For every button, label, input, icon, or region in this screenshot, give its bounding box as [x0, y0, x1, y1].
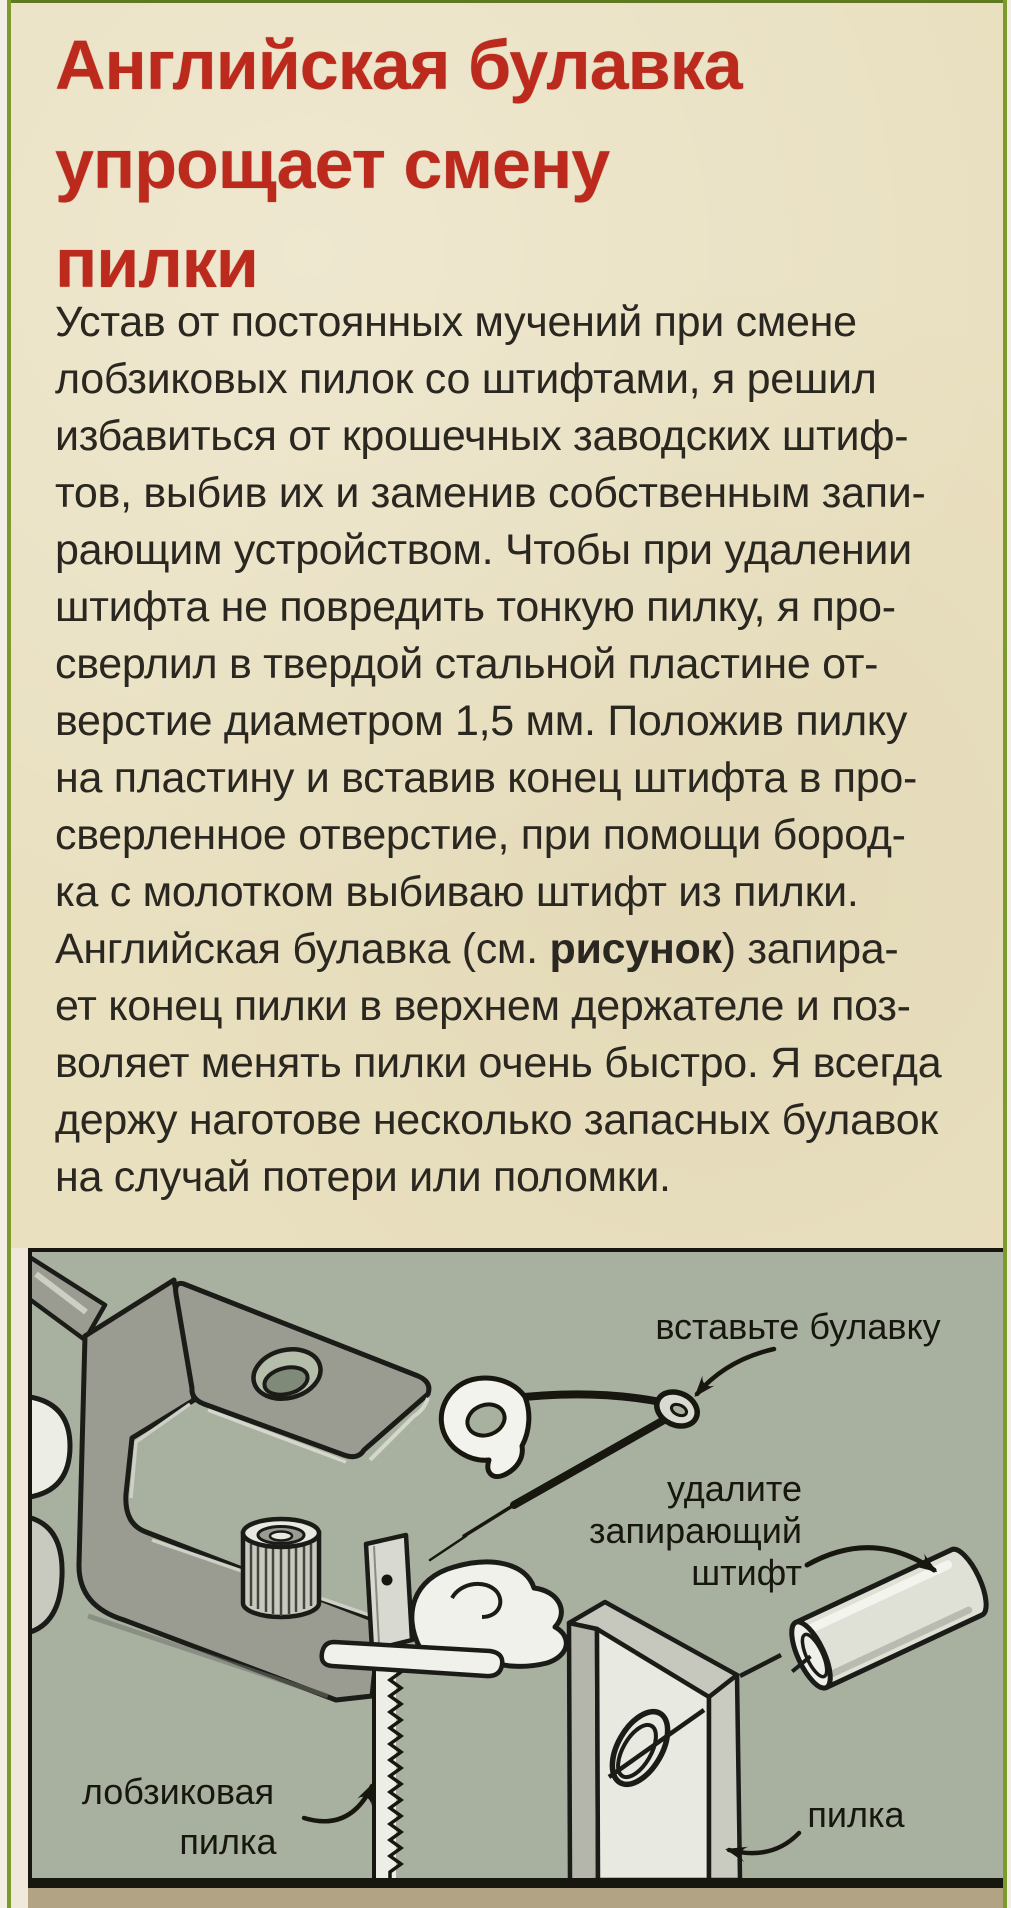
label-remove-pin-line2: запирающий — [588, 1510, 802, 1551]
figure-left-margin — [11, 1248, 28, 1908]
article-title-line: упрощает смену — [55, 125, 610, 203]
body-line: ет конец пилки в верхнем держателе и поз- — [55, 982, 911, 1030]
figure-bottom-strip — [28, 1888, 1003, 1908]
article-title — [55, 16, 742, 313]
label-jigsaw-blade-line1: лобзиковая — [81, 1771, 275, 1812]
body-line: избавиться от крошечных заводских штиф- — [55, 412, 909, 460]
body-line: воляет менять пилки очень быстро. Я всегда — [55, 1039, 942, 1087]
body-line: сверлил в твердой стальной пластине от- — [55, 640, 879, 688]
label-remove-pin-line3: штифт — [691, 1552, 802, 1593]
article-body — [55, 294, 941, 1206]
figure-ref-pre: Английская булавка (см. — [55, 925, 550, 973]
figure-illustration — [28, 1248, 1003, 1888]
body-line: штифта не повредить тонкую пилку, я про- — [55, 583, 896, 631]
body-line: рающим устройством. Чтобы при удалении — [55, 526, 912, 574]
figure-border-bottom — [28, 1878, 1003, 1888]
label-remove-pin-line1: удалите — [666, 1468, 802, 1509]
page-border-top — [7, 0, 1007, 3]
body-line: тов, выбив их и заменив собственным запи- — [55, 469, 926, 517]
article-title-line: пилки — [55, 224, 258, 302]
pin-hole-dot — [382, 1575, 393, 1586]
body-line: ка с молотком выбиваю штифт из пилки. — [55, 868, 859, 916]
body-line: держу наготове несколько запасных булавок — [55, 1096, 938, 1144]
blade-change-diagram — [28, 1248, 1003, 1888]
article-title-line: Английская булавка — [55, 26, 742, 104]
body-line: верстие диаметром 1,5 мм. Положив пилку — [55, 697, 908, 745]
figure-border-left — [28, 1248, 32, 1888]
body-line-figure-ref — [55, 921, 941, 978]
body-line: на случай потери или поломки. — [55, 1153, 671, 1201]
body-line: Устав от постоянных мучений при смене — [55, 298, 857, 346]
knurled-screw-drawing — [243, 1519, 319, 1617]
body-line: сверленное отверстие, при помощи бород- — [55, 811, 906, 859]
figure-border-top — [28, 1248, 1003, 1252]
page-border-right — [1003, 0, 1007, 1908]
label-insert-pin: вставьте булавку — [655, 1306, 941, 1347]
label-jigsaw-blade-line2: пилка — [179, 1821, 277, 1862]
figure-ref-post: ) запира- — [721, 925, 899, 973]
figure-ref-word: рисунок — [549, 925, 722, 973]
label-blade: пилка — [807, 1794, 905, 1835]
body-line: на пластину и вставив конец штифта в про- — [55, 754, 917, 802]
page-border-left — [7, 0, 11, 1908]
body-line: лобзиковых пилок со штифтами, я решил — [55, 355, 877, 403]
